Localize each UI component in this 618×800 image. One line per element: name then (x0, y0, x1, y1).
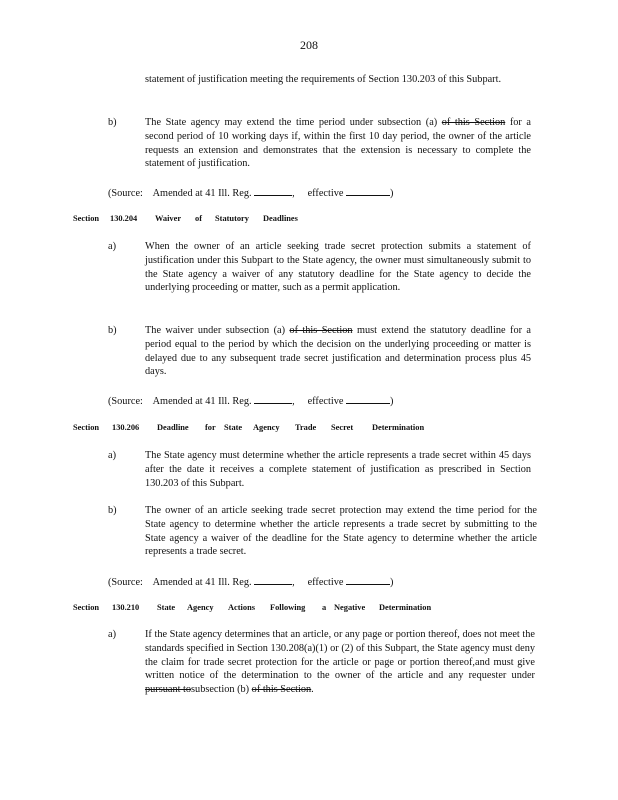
section-title-word: Negative (334, 603, 366, 612)
section-heading-130-204 (73, 214, 298, 223)
section-title-word: a (322, 603, 327, 612)
struck-text: of this Section (251, 684, 312, 696)
section-title-word: Waiver (155, 214, 182, 223)
page-number: 208 (300, 38, 318, 52)
section-title-word: Trade (295, 423, 317, 432)
section-title-word: Deadline (157, 423, 189, 432)
item-label: b) (108, 505, 117, 516)
item-label: b) (108, 325, 117, 336)
blank-line (346, 185, 390, 196)
section-number: 130.210 (112, 603, 140, 612)
source-sep: , (292, 396, 295, 407)
struck-text: of this Section (441, 117, 506, 128)
section-title-word: State (224, 423, 243, 432)
source-prefix: (Source: (108, 577, 143, 588)
source-note (108, 185, 393, 199)
item-label: b) (108, 117, 117, 128)
section-number: 130.204 (110, 214, 138, 223)
section-word: Section (73, 603, 100, 612)
section-title-word: Determination (372, 423, 425, 432)
section-title-word: Secret (331, 423, 354, 432)
section-title-word: Agency (187, 603, 214, 612)
item-text: When the owner of an article seeking trade secret protection submits a statement of justification under this Subpart to the State agency, the owner must simultaneously submit to the State agency a waiver of any statutory deadline for the State agency to decide the underlying proceeding or matter, such as a permit application. (145, 241, 531, 294)
source-close: ) (390, 577, 394, 588)
item-text: The State agency must determine whether the article represents a trade secret within 45 days after the date it receives a complete statement of justification as prescribed in Section 130.203 of this Subpart. (145, 450, 531, 489)
struck-text: of this Section (289, 325, 353, 336)
section-heading-130-210 (73, 603, 431, 612)
intro-paragraph (145, 73, 515, 87)
intro-text: statement of justification meeting the requirements of Section 130.203 of this Subpart. (145, 74, 502, 85)
item-text: must extend the statutory deadline for a period equal to the period by which the decision on the underlying proceeding or matter is delayed due to any subsequent trade secret justification and determination process plus 45 days. (145, 325, 531, 378)
item-a-210 (145, 628, 535, 697)
section-word: Section (73, 423, 100, 432)
source-close: ) (390, 396, 394, 407)
source-sep: , (292, 188, 295, 199)
source-amended: Amended at 41 Ill. Reg. (152, 577, 252, 588)
blank-line (346, 574, 390, 585)
source-amended: Amended at 41 Ill. Reg. (152, 188, 252, 199)
item-text: for a second period of 10 working days if, within the first 10 day period, the owner of the article requests an extension and demonstrates that the extension is necessary to complete the statement of justification. (145, 117, 531, 170)
blank-line (346, 393, 390, 404)
blank-line (254, 185, 292, 196)
section-title-word: for (205, 423, 216, 432)
section-title-word: Statutory (215, 214, 249, 223)
section-title-word: Deadlines (263, 214, 298, 223)
source-note (108, 393, 393, 407)
section-title-word: Following (270, 603, 306, 612)
source-effective: effective (307, 396, 344, 407)
item-b-204 (145, 324, 531, 379)
item-text: The State agency may extend the time period under subsection (a) (145, 117, 442, 128)
item-b-206 (145, 504, 537, 559)
source-prefix: (Source: (108, 188, 143, 199)
item-label: a) (108, 450, 116, 461)
source-close: ) (390, 188, 394, 199)
section-title-word: Determination (379, 603, 432, 612)
source-amended: Amended at 41 Ill. Reg. (152, 396, 252, 407)
blank-line (254, 574, 292, 585)
section-title-word: of (195, 214, 202, 223)
source-effective: effective (307, 577, 344, 588)
struck-text: pursuant to (145, 684, 192, 696)
source-prefix: (Source: (108, 396, 143, 407)
section-title-word: Actions (228, 603, 255, 612)
item-b-extension (145, 116, 531, 171)
item-text: The owner of an article seeking trade secret protection may extend the time period for the State agency to determine whether the article represents a trade secret by submitting to the State agency a waiver of the deadline for the State agency to determine whether the article represents a trade secret. (145, 505, 537, 558)
item-label: a) (108, 629, 116, 640)
source-sep: , (292, 577, 295, 588)
section-heading-130-206 (73, 423, 424, 432)
item-text: The waiver under subsection (a) (145, 325, 290, 336)
section-title-word: Agency (253, 423, 280, 432)
item-label: a) (108, 241, 116, 252)
item-a-204 (145, 240, 531, 295)
section-word: Section (73, 214, 100, 223)
source-note (108, 574, 393, 588)
item-text: If the State agency determines that an article, or any page or portion thereof, does not meet the standards specified in Section 130.208(a)(1) or (2) of this Subpart, the State agency must deny the claim for trade secret protection for the article or page or portion thereof,and must give written notice of the determination to the owner of the article and any requester under (145, 629, 535, 682)
source-effective: effective (307, 188, 344, 199)
section-title-word: State (157, 603, 176, 612)
item-a-206 (145, 449, 531, 490)
section-number: 130.206 (112, 423, 140, 432)
item-text: . (311, 684, 314, 696)
item-text: subsection (b) (191, 684, 252, 696)
blank-line (254, 393, 292, 404)
